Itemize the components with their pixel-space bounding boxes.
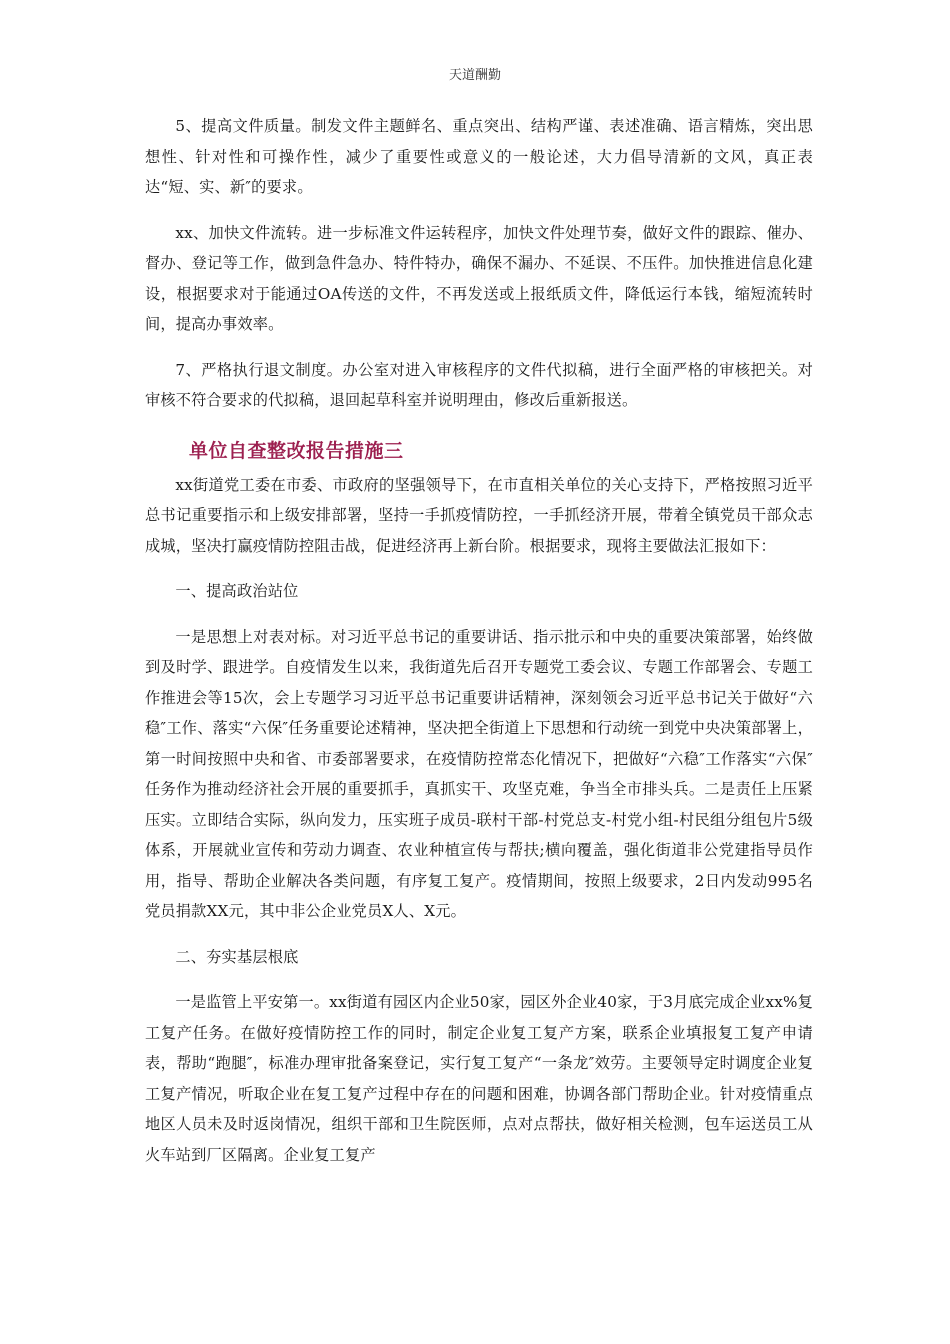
subsection-title-grassroots: 二、夯实基层根底 (175, 947, 299, 966)
document-body (145, 111, 813, 1170)
paragraph-file-quality: 5、提高文件质量。制发文件主题鲜名、重点突出、结构严谨、表述准确、语言精炼，突出思想性、针对性和可操作性，减少了重要性或意义的一般论述，大力倡导清新的文风，真正表达“短、实、新″的要求。 (145, 117, 813, 196)
paragraph-file-flow: xx、加快文件流转。进一步标准文件运转程序，加快文件处理节奏，做好文件的跟踪、催办、督办、登记等工作，做到急件急办、特件特办，确保不漏办、不延误、不压件。加快推进信息化建设，根据要求对于能通过OA传送的文件，不再发送或上报纸质文件，降低运行本钱，缩短流转时间，提高办事效率。 (145, 223, 813, 333)
paragraph-return-system: 7、严格执行退文制度。办公室对进入审核程序的文件代拟稿，进行全面严格的审核把关。对审核不符合要求的代拟稿，退回起草科室并说明理由，修改后重新报送。 (145, 360, 813, 409)
subsection-title-political: 一、提高政治站位 (175, 582, 299, 600)
subsection-body-grassroots: 一是监管上平安第一。xx街道有园区内企业50家，园区外企业40家，于3月底完成企业xx%复工复产任务。在做好疫情防控工作的同时，制定企业复工复产方案，联系企业填报复工复产申请表，帮助“跑腿″，标准办理审批备案登记，实行复工复产“一条龙″效劳。主要领导定时调度企业复工复产情况，听取企业在复工复产过程中存在的问题和困难，协调各部门帮助企业。针对疫情重点地区人员未及时返岗情况，组织干部和卫生院医师，点对点帮扶，做好相关检测，包车运送员工从火车站到厂区隔离。企业复工复产 (145, 993, 813, 1164)
section-intro: xx街道党工委在市委、市政府的坚强领导下，在市直相关单位的关心支持下，严格按照习近平总书记重要指示和上级安排部署，坚持一手抓疫情防控，一手抓经济开展，带着全镇党员干部众志成城，坚决打赢疫情防控阻击战，促进经济再上新台阶。根据要求，现将主要做法汇报如下： (145, 475, 813, 555)
subsection-body-political: 一是思想上对表对标。对习近平总书记的重要讲话、指示批示和中央的重要决策部署，始终做到及时学、跟进学。自疫情发生以来，我街道先后召开专题党工委会议、专题工作部署会、专题工作推进会等15次，会上专题学习习近平总书记重要讲话精神，深刻领会习近平总书记关于做好“六稳″工作、落实“六保″任务重要论述精神，坚决把全街道上下思想和行动统一到党中央决策部署上，第一时间按照中央和省、市委部署要求，在疫情防控常态化情况下，把做好“六稳″工作落实“六保″任务作为推动经济社会开展的重要抓手，真抓实干、攻坚克难，争当全市排头兵。二是责任上压紧压实。立即结合实际，纵向发力，压实班子成员-联村干部-村党总支-村党小组-村民组分组包片5级体系，开展就业宣传和劳动力调查、农业种植宣传与帮扶;横向覆盖，强化街道非公党建指导员作用，指导、帮助企业解决各类问题，有序复工复产。疫情期间，按照上级要求，2日内发动995名党员捐款XX元，其中非公企业党员X人、X元。 (145, 627, 813, 920)
page-header: 天道酬勤 (448, 68, 501, 83)
section-title: 单位自查整改报告措施三 (189, 439, 404, 462)
